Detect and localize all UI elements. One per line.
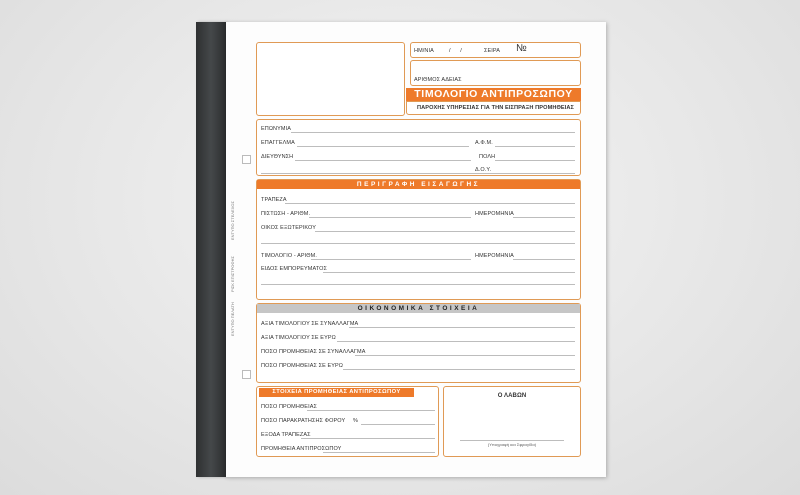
- goods-type-label: ΕΙΔΟΣ ΕΜΠΟΡΕΥΜΑΤΟΣ: [261, 266, 328, 272]
- credit-date-line: [513, 217, 575, 218]
- margin-text-copy: ΕΝΤΥΠΟ ΣΤΕΛΕΧΟΣ: [230, 201, 235, 240]
- bank-label: ΤΡΑΠΕΖΑ: [261, 197, 287, 203]
- commission-row-3-label: ΕΞΟΔΑ ΤΡΑΠΕΖΑΣ: [261, 432, 311, 438]
- customer-box: [256, 119, 581, 176]
- invoice-number-label: ΤΙΜΟΛΟΓΙΟ - ΑΡΙΘΜ.: [261, 253, 317, 259]
- financial-row-4-label: ΠΟΣΟ ΠΡΟΜΗΘΕΙΑΣ ΣΕ ΕΥΡΩ: [261, 363, 344, 369]
- commission-row-1-label: ΠΟΣΟ ΠΡΟΜΗΘΕΙΑΣ: [261, 404, 317, 410]
- customer-address-line: [295, 160, 471, 161]
- financial-row-1-label: ΑΞΙΑ ΤΙΜΟΛΟΓΙΟΥ ΣΕ ΣΥΝΑΛΛΑΓΜΑ: [261, 321, 359, 327]
- binding-spine: [196, 22, 226, 477]
- margin-text-printer: ΕΝΤΥΠΟ ΠΕΛΑΤΗ: [230, 302, 235, 336]
- commission-row-2-label: ΠΟΣΟ ΠΑΡΑΚΡΑΤΗΣΗΣ ΦΟΡΟΥ: [261, 418, 346, 424]
- customer-afm-label: Α.Φ.Μ.: [475, 140, 493, 146]
- date-series-box: [410, 42, 581, 58]
- customer-profession-line: [297, 146, 469, 147]
- customer-name-line: [291, 132, 575, 133]
- license-label: ΑΡΙΘΜΟΣ ΑΔΕΙΑΣ: [414, 77, 462, 83]
- credit-date-label: ΗΜΕΡΟΜΗΝΙΑ: [475, 211, 514, 217]
- financial-row-3-label: ΠΟΣΟ ΠΡΟΜΗΘΕΙΑΣ ΣΕ ΣΥΝΑΛΛΑΓΜΑ: [261, 349, 366, 355]
- customer-city-label: ΠΟΛΗ: [479, 154, 496, 160]
- commission-percent: %: [353, 418, 358, 424]
- import-box: [256, 179, 581, 300]
- customer-afm-line: [495, 146, 575, 147]
- commission-row-3-line: [301, 438, 435, 439]
- customer-profession-label: ΕΠΑΓΓΕΛΜΑ: [261, 140, 295, 146]
- number-symbol: №: [516, 43, 527, 54]
- commission-row-1-line: [307, 410, 435, 411]
- customer-city-line: [495, 160, 575, 161]
- receiver-title: Ο ΛΑΒΩΝ: [497, 393, 527, 399]
- bank-line: [285, 203, 575, 204]
- invoice-subtitle: ΠΑΡΟΧΗΣ ΥΠΗΡΕΣΙΑΣ ΓΙΑ ΤΗΝ ΕΙΣΠΡΑΞΗ ΠΡΟΜΗΘΕΙΑΣ: [417, 105, 575, 111]
- invoice-date-label: ΗΜΕΡΟΜΗΝΙΑ: [475, 253, 514, 259]
- copy-checkbox-2[interactable]: [242, 370, 251, 379]
- financial-row-4-line: [343, 369, 575, 370]
- license-box: [410, 60, 581, 86]
- invoice-number-line: [311, 259, 471, 260]
- margin-text-code: ΡΙΣΚ ΕΠΙΣΤΡΟΦΗΣ: [230, 256, 235, 292]
- invoice-title: ΤΙΜΟΛΟΓΙΟ ΑΝΤΙΠΡΟΣΩΠΟΥ: [406, 88, 581, 101]
- signature-line: [460, 440, 564, 441]
- copy-checkbox-1[interactable]: [242, 155, 251, 164]
- financial-row-2-line: [337, 341, 575, 342]
- credit-number-line: [309, 217, 471, 218]
- foreign-house-line: [315, 231, 575, 232]
- foreign-house-label: ΟΙΚΟΣ ΕΞΩΤΕΡΙΚΟΥ: [261, 225, 316, 231]
- blank-line-1: [261, 243, 575, 244]
- invoice-date-line: [513, 259, 575, 260]
- import-section-title: ΠΕΡΙΓΡΑΦΗ ΕΙΣΑΓΩΓΗΣ: [257, 180, 580, 189]
- commission-row-4-label: ΠΡΟΜΗΘΕΙΑ ΑΝΤΙΠΡΟΣΩΠΟΥ: [261, 446, 342, 452]
- commission-box: [256, 386, 439, 457]
- customer-doy-line: [261, 173, 575, 174]
- commission-row-2-line: [361, 424, 435, 425]
- customer-name-label: ΕΠΩΝΥΜΙΑ: [261, 126, 291, 132]
- commission-row-4-line: [323, 452, 435, 453]
- credit-number-label: ΠΙΣΤΩΣΗ - ΑΡΙΘΜ.: [261, 211, 311, 217]
- logo-box: [256, 42, 405, 116]
- blank-line-2: [261, 284, 575, 285]
- financial-box: [256, 303, 581, 383]
- financial-row-2-label: ΑΞΙΑ ΤΙΜΟΛΟΓΙΟΥ ΣΕ ΕΥΡΩ: [261, 335, 336, 341]
- customer-doy-label: Δ.Ο.Υ.: [475, 167, 492, 173]
- date-slashes: / /: [449, 48, 462, 54]
- financial-row-1-line: [349, 327, 575, 328]
- commission-section-title: ΣΤΟΙΧΕΙΑ ΠΡΟΜΗΘΕΙΑΣ ΑΝΤΙΠΡΟΣΩΠΟΥ: [259, 388, 414, 397]
- subtitle-box: [406, 101, 581, 115]
- financial-row-3-line: [355, 355, 575, 356]
- customer-address-label: ΔΙΕΥΘΥΝΣΗ: [261, 154, 294, 160]
- financial-section-title: ΟΙΚΟΝΟΜΙΚΑ ΣΤΟΙΧΕΙΑ: [257, 304, 580, 313]
- series-label: ΣΕΙΡΑ: [484, 48, 501, 54]
- receiver-box: [443, 386, 581, 457]
- goods-type-line: [323, 272, 575, 273]
- date-label: ΗΜ/ΝΙΑ: [414, 48, 434, 54]
- signature-caption: (Υπογραφή και Σφραγίδα): [487, 442, 537, 447]
